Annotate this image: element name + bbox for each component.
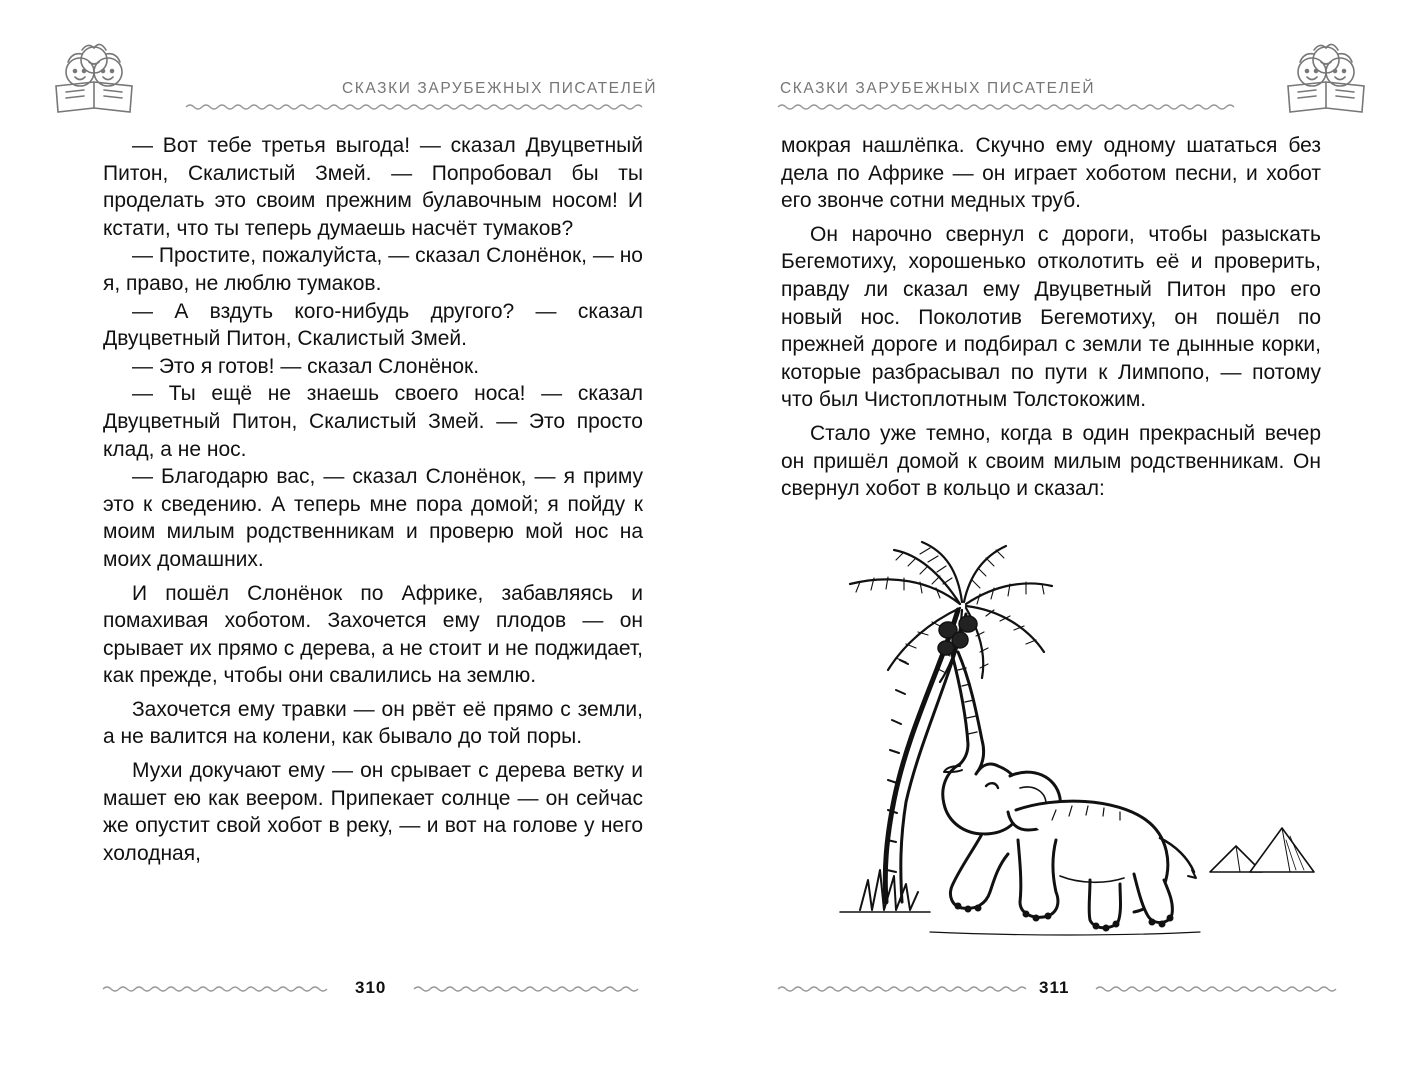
paragraph: Мухи докучают ему — он срывает с дерева ветку и машет ею как веером. Припекает солнце — он сейчас же опустит свой хобот в реку, — и вот на голове у него холодная, [103, 759, 643, 865]
left-body-text [103, 132, 643, 867]
paragraph: — Это я готов! — сказал Слонёнок. [132, 354, 480, 378]
kids-reading-icon [46, 42, 142, 116]
footer-wave-right [1096, 984, 1338, 994]
footer-wave-left [778, 984, 1026, 994]
elephant-palm-illustration [820, 540, 1340, 960]
paragraph: Стало уже темно, когда в один прекрасный вечер он пришёл домой к своим милым родственникам. Он свернул хобот в кольцо и сказал: [781, 421, 1321, 501]
footer-wave-right [414, 984, 642, 994]
right-body-text [781, 132, 1321, 503]
page-number: 311 [1039, 978, 1070, 997]
paragraph: мокрая нашлёпка. Скучно ему одному шататься без дела по Африке — он играет хоботом песни, и хобот его звонче сотни медных труб. [781, 134, 1321, 213]
footer-wave-left [103, 984, 331, 994]
paragraph: — А вздуть кого-нибудь другого? — сказал Двуцветный Питон, Скалистый Змей. [103, 299, 643, 351]
paragraph: — Простите, пожалуйста, — сказал Слонёнок, — но я, право, не люблю тумаков. [103, 244, 643, 295]
running-head: СКАЗКИ ЗАРУБЕЖНЫХ ПИСАТЕЛЕЙ [342, 80, 658, 97]
paragraph: — Ты ещё не знаешь своего носа! — сказал Двуцветный Питон, Скалистый Змей. — Это просто клад, а не нос. [103, 382, 643, 461]
kids-reading-icon [1278, 42, 1374, 116]
header-wave-divider [186, 102, 642, 112]
page-number: 310 [355, 978, 387, 997]
right-page [712, 0, 1424, 1080]
paragraph: Он нарочно свернул с дороги, чтобы разыскать Бегемотиху, хорошенько отколотить её и проверить, правду ли сказал ему Двуцветный Питон про его новый нос. Поколотив Бегемотиху, он пошёл по прежней дороге и подбирал с земли те дынные корки, которые разбрасывал по пути к Лимпопо, — потому что был Чистоплотным Толстокожим. [781, 222, 1321, 412]
paragraph: И пошёл Слонёнок по Африке, забавляясь и помахивая хоботом. Захочется ему плодов — он срывает их прямо с дерева, а не стоит и не поджидает, как прежде, чтобы они свалились на землю. [103, 581, 643, 688]
paragraph: — Вот тебе третья выгода! — сказал Двуцветный Питон, Скалистый Змей. — Попробовал бы ты проделать это своим прежним булавочным носом! И кстати, что ты теперь думаешь насчёт тумаков? [103, 134, 643, 240]
header-wave-divider [778, 102, 1236, 112]
paragraph: Захочется ему травки — он рвёт её прямо с земли, а не валится на колени, как бывало до той поры. [103, 697, 643, 749]
paragraph: — Благодарю вас, — сказал Слонёнок, — я приму это к сведению. А теперь мне пора домой; я пойду к моим милым родственникам и проверю мой нос на моих домашних. [103, 465, 643, 571]
running-head: СКАЗКИ ЗАРУБЕЖНЫХ ПИСАТЕЛЕЙ [780, 80, 1096, 97]
